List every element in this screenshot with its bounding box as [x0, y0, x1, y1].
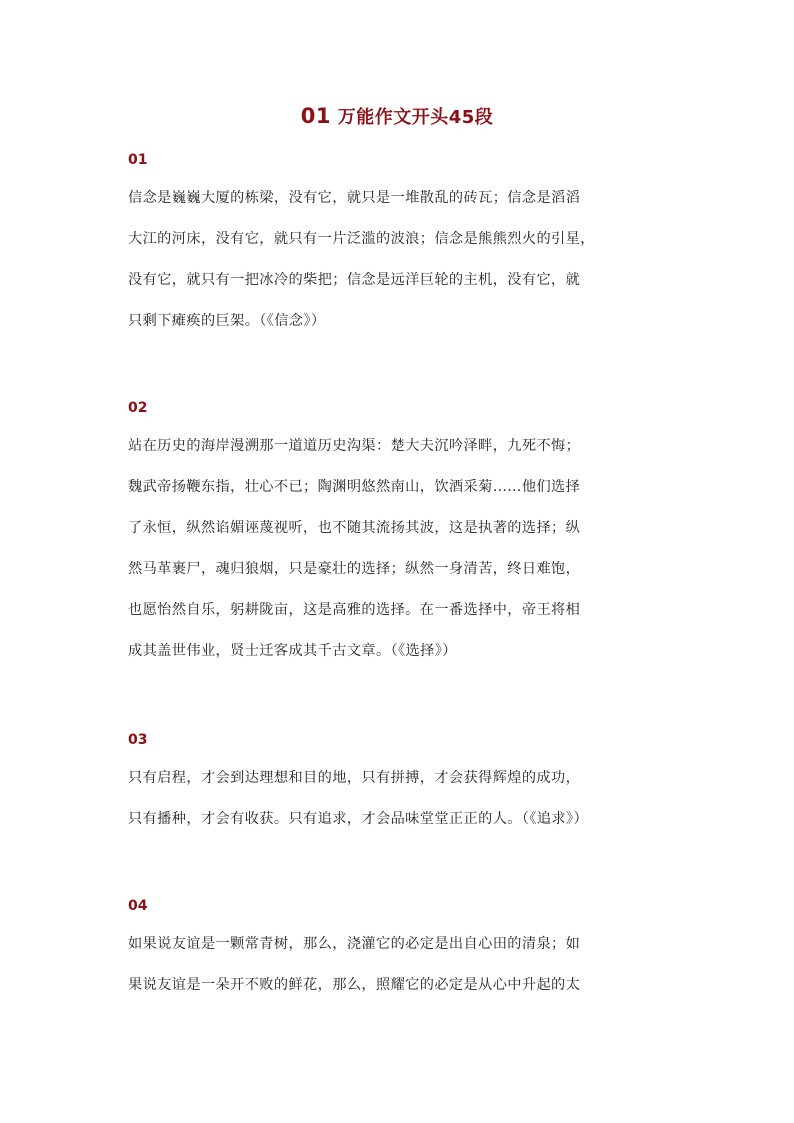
- paragraph-line: 然马革裹尸，魂归狼烟，只是豪壮的选择；纵然一身清苦，终日难饱，: [128, 561, 581, 577]
- paragraph-line: 只有播种，才会有收获。只有追求，才会品味堂堂正正的人。（《追求》）: [128, 811, 589, 827]
- paragraph-line: 只剩下瘫痪的巨架。（《信念》）: [128, 313, 326, 329]
- section-04: [128, 896, 688, 1016]
- section-paragraph: [128, 436, 688, 682]
- section-number: 02: [128, 400, 148, 416]
- paragraph-line: 只有启程，才会到达理想和目的地，只有拼搏，才会获得辉煌的成功，: [128, 770, 581, 786]
- page-title: [0, 103, 794, 129]
- section-paragraph: [128, 768, 688, 850]
- paragraph-line: 站在历史的海岸漫溯那一道道历史沟渠：楚大夫沉吟泽畔，九死不悔；: [128, 438, 581, 454]
- title-number: 01: [300, 104, 331, 128]
- paragraph-line: 信念是巍巍大厦的栋梁，没有它，就只是一堆散乱的砖瓦；信念是滔滔: [128, 190, 581, 206]
- paragraph-line: 成其盖世伟业，贤士迁客成其千古文章。（《选择》）: [128, 643, 457, 659]
- section-paragraph: [128, 188, 688, 352]
- title-text: 万能作文开头45段: [337, 107, 494, 128]
- section-03: [128, 730, 688, 850]
- paragraph-line: 也愿怡然自乐，躬耕陇亩，这是高雅的选择。在一番选择中，帝王将相: [128, 602, 581, 618]
- paragraph-line: 魏武帝扬鞭东指，壮心不已；陶渊明悠然南山，饮酒采菊……他们选择: [128, 479, 581, 495]
- section-number: 01: [128, 152, 148, 168]
- paragraph-line: 了永恒，纵然谄媚诬蔑视听，也不随其流扬其波，这是执著的选择；纵: [128, 520, 581, 536]
- section-paragraph: [128, 934, 688, 1016]
- paragraph-line: 如果说友谊是一颗常青树，那么，浇灌它的必定是出自心田的清泉；如: [128, 936, 581, 952]
- paragraph-line: 大江的河床，没有它，就只有一片泛滥的波浪；信念是熊熊烈火的引星，: [128, 231, 595, 247]
- paragraph-line: 果说友谊是一朵开不败的鲜花，那么，照耀它的必定是从心中升起的太: [128, 977, 581, 993]
- paragraph-line: 没有它，就只有一把冰冷的柴把；信念是远洋巨轮的主机，没有它，就: [128, 272, 581, 288]
- section-02: [128, 398, 688, 682]
- section-number: 04: [128, 898, 148, 914]
- section-01: [128, 150, 688, 352]
- section-number: 03: [128, 732, 148, 748]
